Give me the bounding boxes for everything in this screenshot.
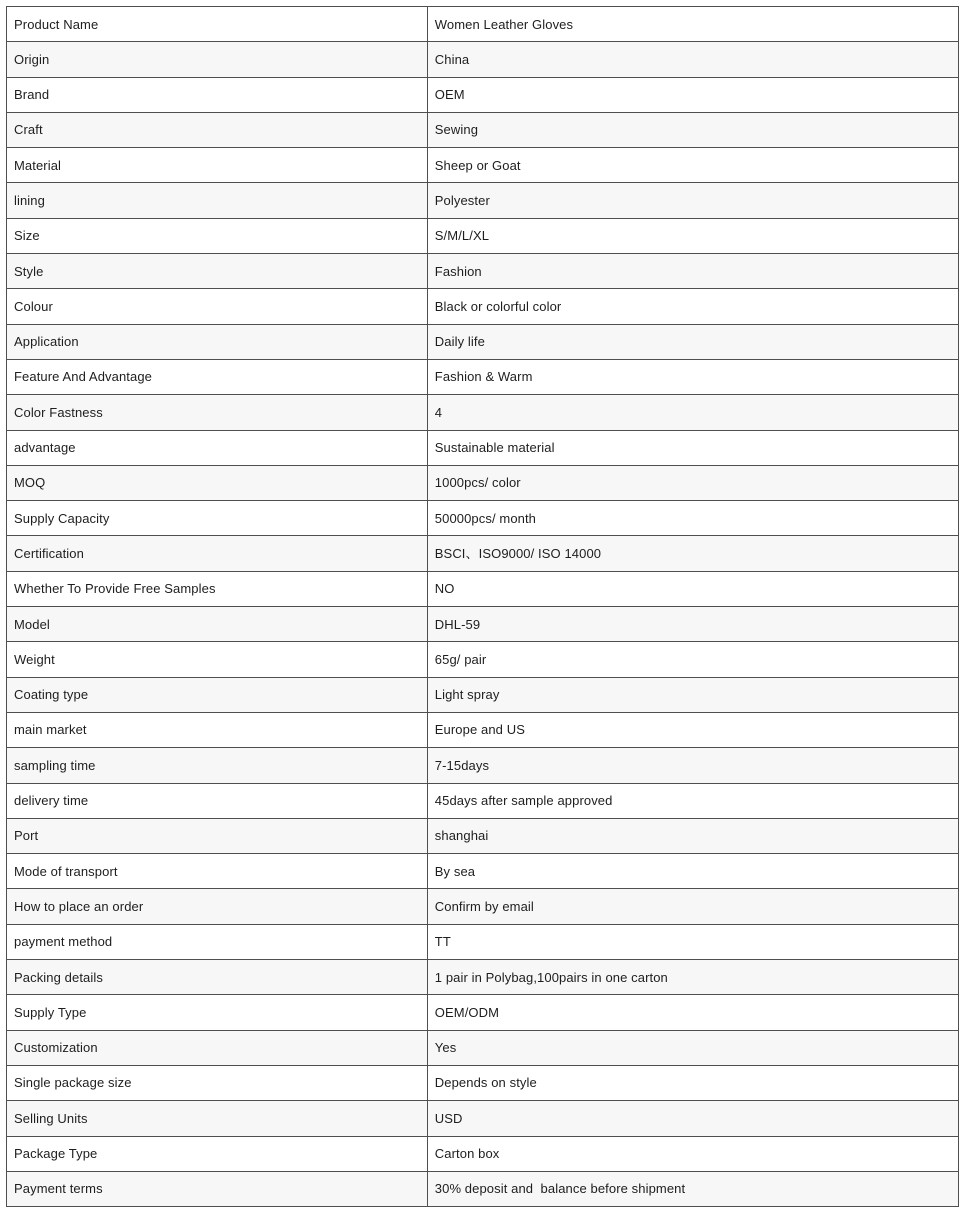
table-row: [7, 783, 959, 818]
table-row: [7, 501, 959, 536]
table-row: [7, 712, 959, 747]
value-cell: OEM/ODM: [427, 995, 958, 1030]
table-row: [7, 218, 959, 253]
table-row: [7, 7, 959, 42]
table-row: [7, 642, 959, 677]
table-row: [7, 677, 959, 712]
attribute-cell: Whether To Provide Free Samples: [7, 571, 428, 606]
attribute-cell: Selling Units: [7, 1101, 428, 1136]
attribute-cell: sampling time: [7, 748, 428, 783]
table-row: [7, 924, 959, 959]
value-cell: S/M/L/XL: [427, 218, 958, 253]
attribute-cell: Feature And Advantage: [7, 359, 428, 394]
value-cell: shanghai: [427, 818, 958, 853]
attribute-cell: Packing details: [7, 960, 428, 995]
attribute-cell: delivery time: [7, 783, 428, 818]
value-cell: Depends on style: [427, 1065, 958, 1100]
value-cell: Polyester: [427, 183, 958, 218]
attribute-cell: Colour: [7, 289, 428, 324]
value-cell: Carton box: [427, 1136, 958, 1171]
value-cell: Light spray: [427, 677, 958, 712]
attribute-cell: Supply Capacity: [7, 501, 428, 536]
value-cell: Sewing: [427, 112, 958, 147]
attribute-cell: Brand: [7, 77, 428, 112]
table-row: [7, 1136, 959, 1171]
table-row: [7, 183, 959, 218]
value-cell: 7-15days: [427, 748, 958, 783]
attribute-cell: Application: [7, 324, 428, 359]
attribute-cell: advantage: [7, 430, 428, 465]
value-cell: 1000pcs/ color: [427, 465, 958, 500]
attribute-cell: Style: [7, 254, 428, 289]
attribute-cell: Customization: [7, 1030, 428, 1065]
value-cell: Yes: [427, 1030, 958, 1065]
table-row: [7, 395, 959, 430]
table-row: [7, 430, 959, 465]
attribute-cell: Supply Type: [7, 995, 428, 1030]
attribute-cell: Craft: [7, 112, 428, 147]
table-row: [7, 854, 959, 889]
value-cell: 65g/ pair: [427, 642, 958, 677]
value-cell: Women Leather Gloves: [427, 7, 958, 42]
value-cell: Sheep or Goat: [427, 148, 958, 183]
attribute-cell: MOQ: [7, 465, 428, 500]
value-cell: Fashion & Warm: [427, 359, 958, 394]
table-row: [7, 995, 959, 1030]
attribute-cell: payment method: [7, 924, 428, 959]
attribute-cell: Coating type: [7, 677, 428, 712]
attribute-cell: Payment terms: [7, 1171, 428, 1206]
table-row: [7, 1171, 959, 1206]
attribute-cell: Model: [7, 607, 428, 642]
value-cell: 45days after sample approved: [427, 783, 958, 818]
value-cell: BSCI、ISO9000/ ISO 14000: [427, 536, 958, 571]
attribute-cell: Origin: [7, 42, 428, 77]
value-cell: TT: [427, 924, 958, 959]
value-cell: 1 pair in Polybag,100pairs in one carton: [427, 960, 958, 995]
table-row: [7, 748, 959, 783]
attribute-cell: Mode of transport: [7, 854, 428, 889]
table-row: [7, 359, 959, 394]
value-cell: DHL-59: [427, 607, 958, 642]
table-row: [7, 324, 959, 359]
table-row: [7, 289, 959, 324]
attribute-cell: main market: [7, 712, 428, 747]
table-row: [7, 889, 959, 924]
table-row: [7, 112, 959, 147]
attribute-cell: Certification: [7, 536, 428, 571]
table-row: [7, 607, 959, 642]
value-cell: 30% deposit and balance before shipment: [427, 1171, 958, 1206]
table-row: [7, 818, 959, 853]
table-row: [7, 1065, 959, 1100]
table-row: [7, 1101, 959, 1136]
attribute-cell: Weight: [7, 642, 428, 677]
value-cell: Fashion: [427, 254, 958, 289]
table-row: [7, 77, 959, 112]
value-cell: Sustainable material: [427, 430, 958, 465]
attribute-cell: Product Name: [7, 7, 428, 42]
attribute-cell: Port: [7, 818, 428, 853]
attribute-cell: How to place an order: [7, 889, 428, 924]
attribute-cell: Color Fastness: [7, 395, 428, 430]
table-row: [7, 1030, 959, 1065]
value-cell: OEM: [427, 77, 958, 112]
value-cell: Europe and US: [427, 712, 958, 747]
value-cell: 4: [427, 395, 958, 430]
value-cell: Daily life: [427, 324, 958, 359]
value-cell: NO: [427, 571, 958, 606]
product-spec-table: [6, 6, 959, 1207]
value-cell: USD: [427, 1101, 958, 1136]
value-cell: China: [427, 42, 958, 77]
spec-table-body: [7, 7, 959, 1207]
value-cell: Confirm by email: [427, 889, 958, 924]
table-row: [7, 571, 959, 606]
attribute-cell: Single package size: [7, 1065, 428, 1100]
value-cell: 50000pcs/ month: [427, 501, 958, 536]
attribute-cell: lining: [7, 183, 428, 218]
table-row: [7, 254, 959, 289]
table-row: [7, 148, 959, 183]
table-row: [7, 465, 959, 500]
attribute-cell: Material: [7, 148, 428, 183]
table-row: [7, 960, 959, 995]
table-row: [7, 536, 959, 571]
table-row: [7, 42, 959, 77]
attribute-cell: Package Type: [7, 1136, 428, 1171]
value-cell: By sea: [427, 854, 958, 889]
value-cell: Black or colorful color: [427, 289, 958, 324]
attribute-cell: Size: [7, 218, 428, 253]
